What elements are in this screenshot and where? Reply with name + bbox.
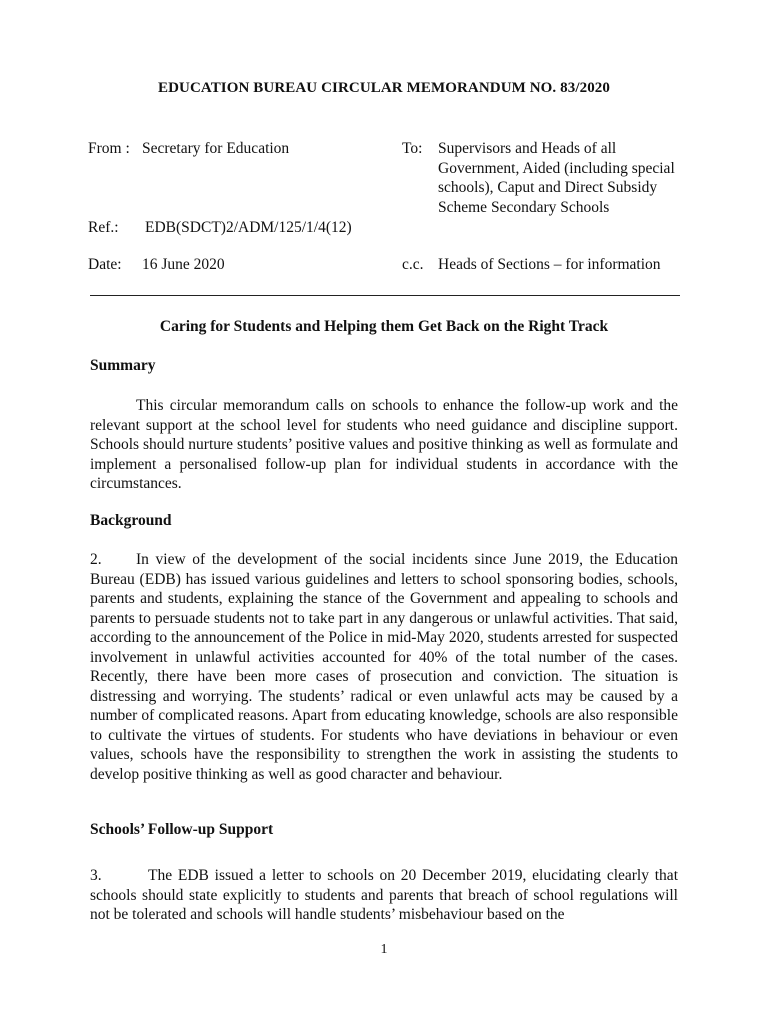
to-line: Scheme Secondary Schools <box>438 198 610 216</box>
page-number: 1 <box>380 942 388 957</box>
followup-text: The EDB issued a letter to schools on 20 December 2019, elucidating clearly that schools should state explicitly to students and parents that breach of school regulations will not be tolerated and schools will handle students’ misbehaviour based on the <box>90 867 678 923</box>
to-line: schools), Caput and Direct Subsidy <box>438 179 658 196</box>
from-value: Secretary for Education <box>142 140 290 157</box>
ref-value: EDB(SDCT)2/ADM/125/1/4(12) <box>145 219 352 236</box>
ref-label: Ref.: <box>88 219 119 236</box>
background-heading: Background <box>90 512 172 529</box>
to-line: Government, Aided (including special <box>438 159 675 177</box>
date-value: 16 June 2020 <box>142 256 225 273</box>
cc-label: c.c. <box>402 256 424 273</box>
background-paragraph <box>90 550 678 784</box>
background-text: In view of the development of the social incidents since June 2019, the Education Bureau (EDB) has issued various guidelines and letters to school sponsoring bodies, schools, parents and students, explaining the stance of the Government and appealing to schools and parents to persuade students not to take part in any dangerous or unlawful activities. That said, according to the announcement of the Police in mid-May 2020, students arrested for suspected involvement in unlawful activities accounted for 40% of the total number of the cases. Recently, there have been more cases of prosecution and conviction. The situation is distressing and worrying. The students’ radical or even unlawful acts may be caused by a number of complicated reasons. Apart from educating knowledge, schools are also responsible to cultivate the virtues of students. For students who have deviations in behaviour or even values, schools have the responsibility to strengthen the work in assisting the students to develop positive thinking as well as good character and behaviour. <box>90 551 678 783</box>
memo-title: EDUCATION BUREAU CIRCULAR MEMORANDUM NO. 83/2020 <box>157 80 611 96</box>
date-label: Date: <box>88 256 122 273</box>
header-divider <box>90 295 680 296</box>
cc-value: Heads of Sections – for information <box>438 256 661 273</box>
followup-paragraph <box>90 866 678 925</box>
summary-paragraph: This circular memorandum calls on schools to enhance the follow-up work and the relevant support at the school level for students who need guidance and discipline support. Schools should nurture students’ positive values and positive thinking as well as formulate and implement a personalised follow-up plan for individual students in accordance with the circumstances. <box>90 397 678 492</box>
to-label: To: <box>402 140 423 157</box>
paragraph-number: 3. <box>90 867 102 884</box>
paragraph-number: 2. <box>90 551 102 568</box>
followup-heading: Schools’ Follow-up Support <box>90 821 274 838</box>
summary-heading: Summary <box>90 357 156 374</box>
from-label: From : <box>88 140 130 157</box>
to-recipients <box>438 139 675 217</box>
memo-subject: Caring for Students and Helping them Get Back on the Right Track <box>159 318 609 335</box>
to-line: Supervisors and Heads of all <box>438 140 617 157</box>
